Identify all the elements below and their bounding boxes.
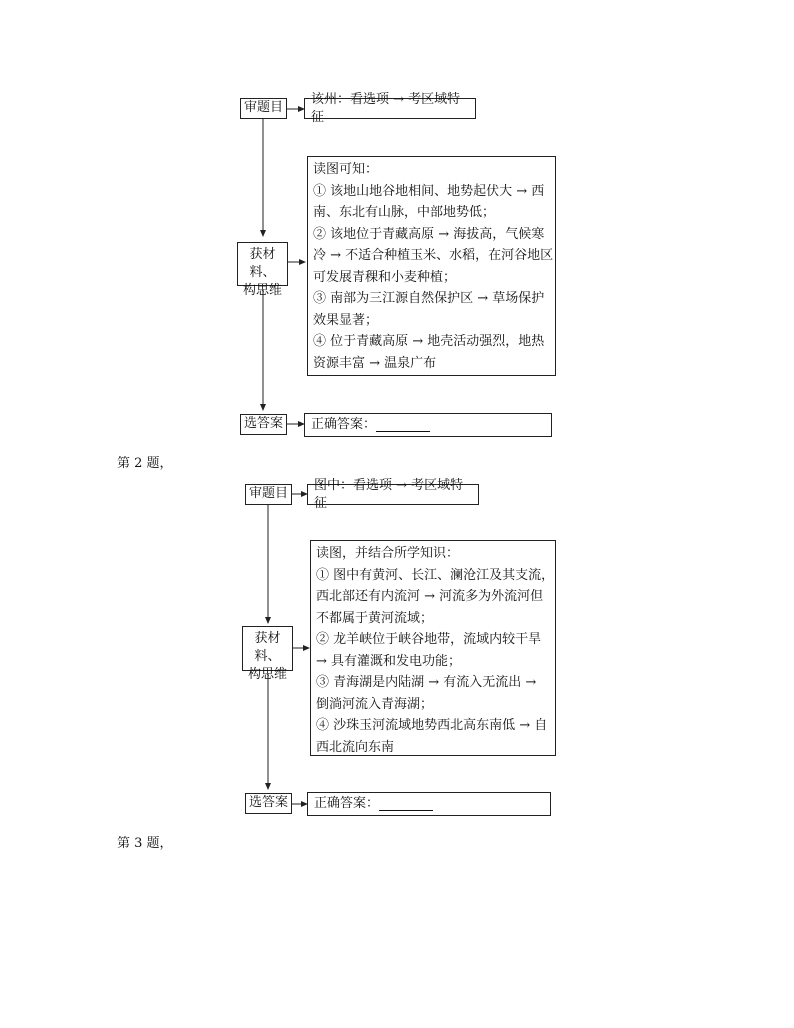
material-line: 倒淌河流入青海湖；: [316, 696, 434, 712]
material-line: 效果显著；: [313, 312, 379, 328]
flow2-material-label: 获材料、 构思维: [242, 626, 293, 671]
material-line: 西北部还有内流河 → 河流多为外流河但: [316, 589, 544, 604]
material-line: ③ 南部为三江源自然保护区 → 草场保护: [313, 291, 545, 306]
flow2-answer-box[interactable]: 正确答案：: [307, 792, 551, 816]
flow1-answer-label: 选答案: [240, 414, 287, 435]
material-line: 读图可知：: [313, 162, 379, 177]
material-line: 资源丰富 → 温泉广布: [313, 355, 437, 371]
material-line: 南、东北有山脉，中部地势低；: [313, 205, 496, 220]
section-2-label: 第 2 题，: [117, 456, 173, 471]
material-line: ④ 位于青藏高原 → 地壳活动强烈，地热: [313, 334, 545, 349]
material-line: 不都属于黄河流域；: [316, 610, 434, 626]
material-line: → 具有灌溉和发电功能；: [316, 653, 462, 669]
flow1-answer-box[interactable]: 正确答案：: [304, 413, 552, 437]
flow2-review-label: 审题目: [245, 484, 292, 505]
section-3-label: 第 3 题，: [117, 836, 173, 851]
material-line: ④ 沙珠玉河流域地势西北高东南低 → 自: [316, 718, 548, 733]
material-line: ① 该地山地谷地相间、地势起伏大 → 西: [313, 183, 545, 199]
flow1-material-label: 获材料、 构思维: [237, 242, 288, 286]
material-line: ② 该地位于青藏高原 → 海拔高，气候寒: [313, 226, 545, 242]
flow2-answer-label: 选答案: [245, 793, 292, 814]
flow1-material-content: [307, 156, 556, 376]
flow1-review-label: 审题目: [240, 98, 287, 119]
material-line: ② 龙羊峡位于峡谷地带，流域内较干旱: [316, 632, 542, 647]
material-line: ③ 青海湖是内陆湖 → 有流入无流出 →: [316, 675, 537, 690]
answer-blank[interactable]: [379, 798, 433, 811]
material-line: 冷 → 不适合种植玉米、水稻，在河谷地区: [313, 248, 554, 263]
material-line: 读图，并结合所学知识：: [316, 546, 460, 561]
material-line: 可发展青稞和小麦种植；: [313, 269, 457, 285]
answer-blank[interactable]: [376, 419, 430, 432]
flow2-review-content: 图中：看选项 → 考区域特征: [307, 484, 479, 505]
material-line: 西北流向东南: [316, 739, 395, 755]
material-line: ① 图中有黄河、长江、澜沧江及其支流，: [316, 567, 555, 583]
flow2-material-content: [310, 540, 556, 756]
flow1-review-content: 该州：看选项 → 考区域特征: [304, 98, 476, 119]
